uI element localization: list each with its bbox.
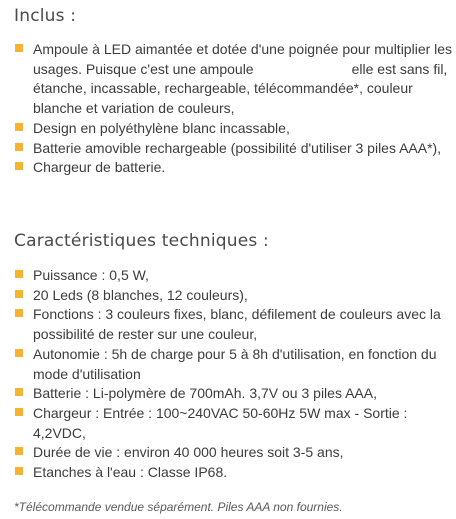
- list-item-text: 20 Leds (8 blanches, 12 couleurs),: [33, 286, 248, 303]
- list-item-text: Chargeur de batterie.: [33, 159, 166, 176]
- list-item: [14, 404, 454, 443]
- bullet-square-icon: [15, 408, 23, 416]
- list-item-text: Puissance : 0,5 W,: [33, 267, 149, 283]
- list-item-text: Batterie : Li-polymère de 700mAh. 3,7V ou 3 piles AAA,: [33, 385, 377, 402]
- bullet-square-icon: [15, 309, 23, 317]
- list-item-text: Fonctions : 3 couleurs fixes, blanc, défilement de couleurs avec la possibilité de rester sur une couleur,: [33, 306, 441, 343]
- list-item: [14, 305, 454, 344]
- list-item: [14, 266, 454, 286]
- bullet-square-icon: [15, 467, 23, 475]
- inclus-heading: Inclus :: [14, 6, 77, 26]
- tech-specs-heading: Caractéristiques techniques :: [14, 231, 269, 251]
- footnote: *Télécommande vendue séparément. Piles AAA non fournies.: [14, 500, 343, 514]
- list-item: [14, 345, 454, 384]
- list-item: [14, 443, 454, 463]
- bullet-square-icon: [15, 349, 23, 357]
- bullet-square-icon: [15, 162, 23, 170]
- list-item-text: Batterie amovible rechargeable (possibilité d'utiliser 3 piles AAA*),: [33, 139, 442, 156]
- list-item: [14, 40, 454, 119]
- bullet-square-icon: [15, 123, 23, 131]
- list-item-text: Durée de vie : environ 40 000 heures soit 3-5 ans,: [33, 444, 344, 461]
- list-item-text: Chargeur : Entrée : 100~240VAC 50-60Hz 5W max - Sortie : 4,2VDC,: [33, 404, 408, 441]
- bullet-square-icon: [15, 44, 23, 52]
- list-item: [14, 139, 454, 159]
- bullet-square-icon: [15, 143, 23, 151]
- bullet-square-icon: [15, 290, 23, 298]
- list-item-text: Ampoule à LED aimantée et dotée d'une poignée pour multiplier les usages. Puisque c'est une ampoule elle est sans fil, étanche, incassable, rechargeable, télécommandée*, couleur blanche et variation de couleurs,: [33, 41, 453, 117]
- inclus-list: [14, 40, 454, 178]
- list-item-text: Design en polyéthylène blanc incassable,: [33, 119, 290, 136]
- bullet-square-icon: [15, 447, 23, 455]
- list-item: [14, 286, 454, 306]
- list-item: [14, 119, 454, 139]
- list-item: [14, 463, 454, 483]
- list-item-text: Etanches à l'eau : Classe IP68.: [33, 464, 228, 481]
- list-item-text: Autonomie : 5h de charge pour 5 à 8h d'utilisation, en fonction du mode d'utilisation: [33, 345, 437, 382]
- list-item: [14, 158, 454, 178]
- bullet-square-icon: [15, 388, 23, 396]
- tech-specs-list: [14, 266, 454, 483]
- bullet-square-icon: [15, 270, 23, 278]
- list-item: [14, 384, 454, 404]
